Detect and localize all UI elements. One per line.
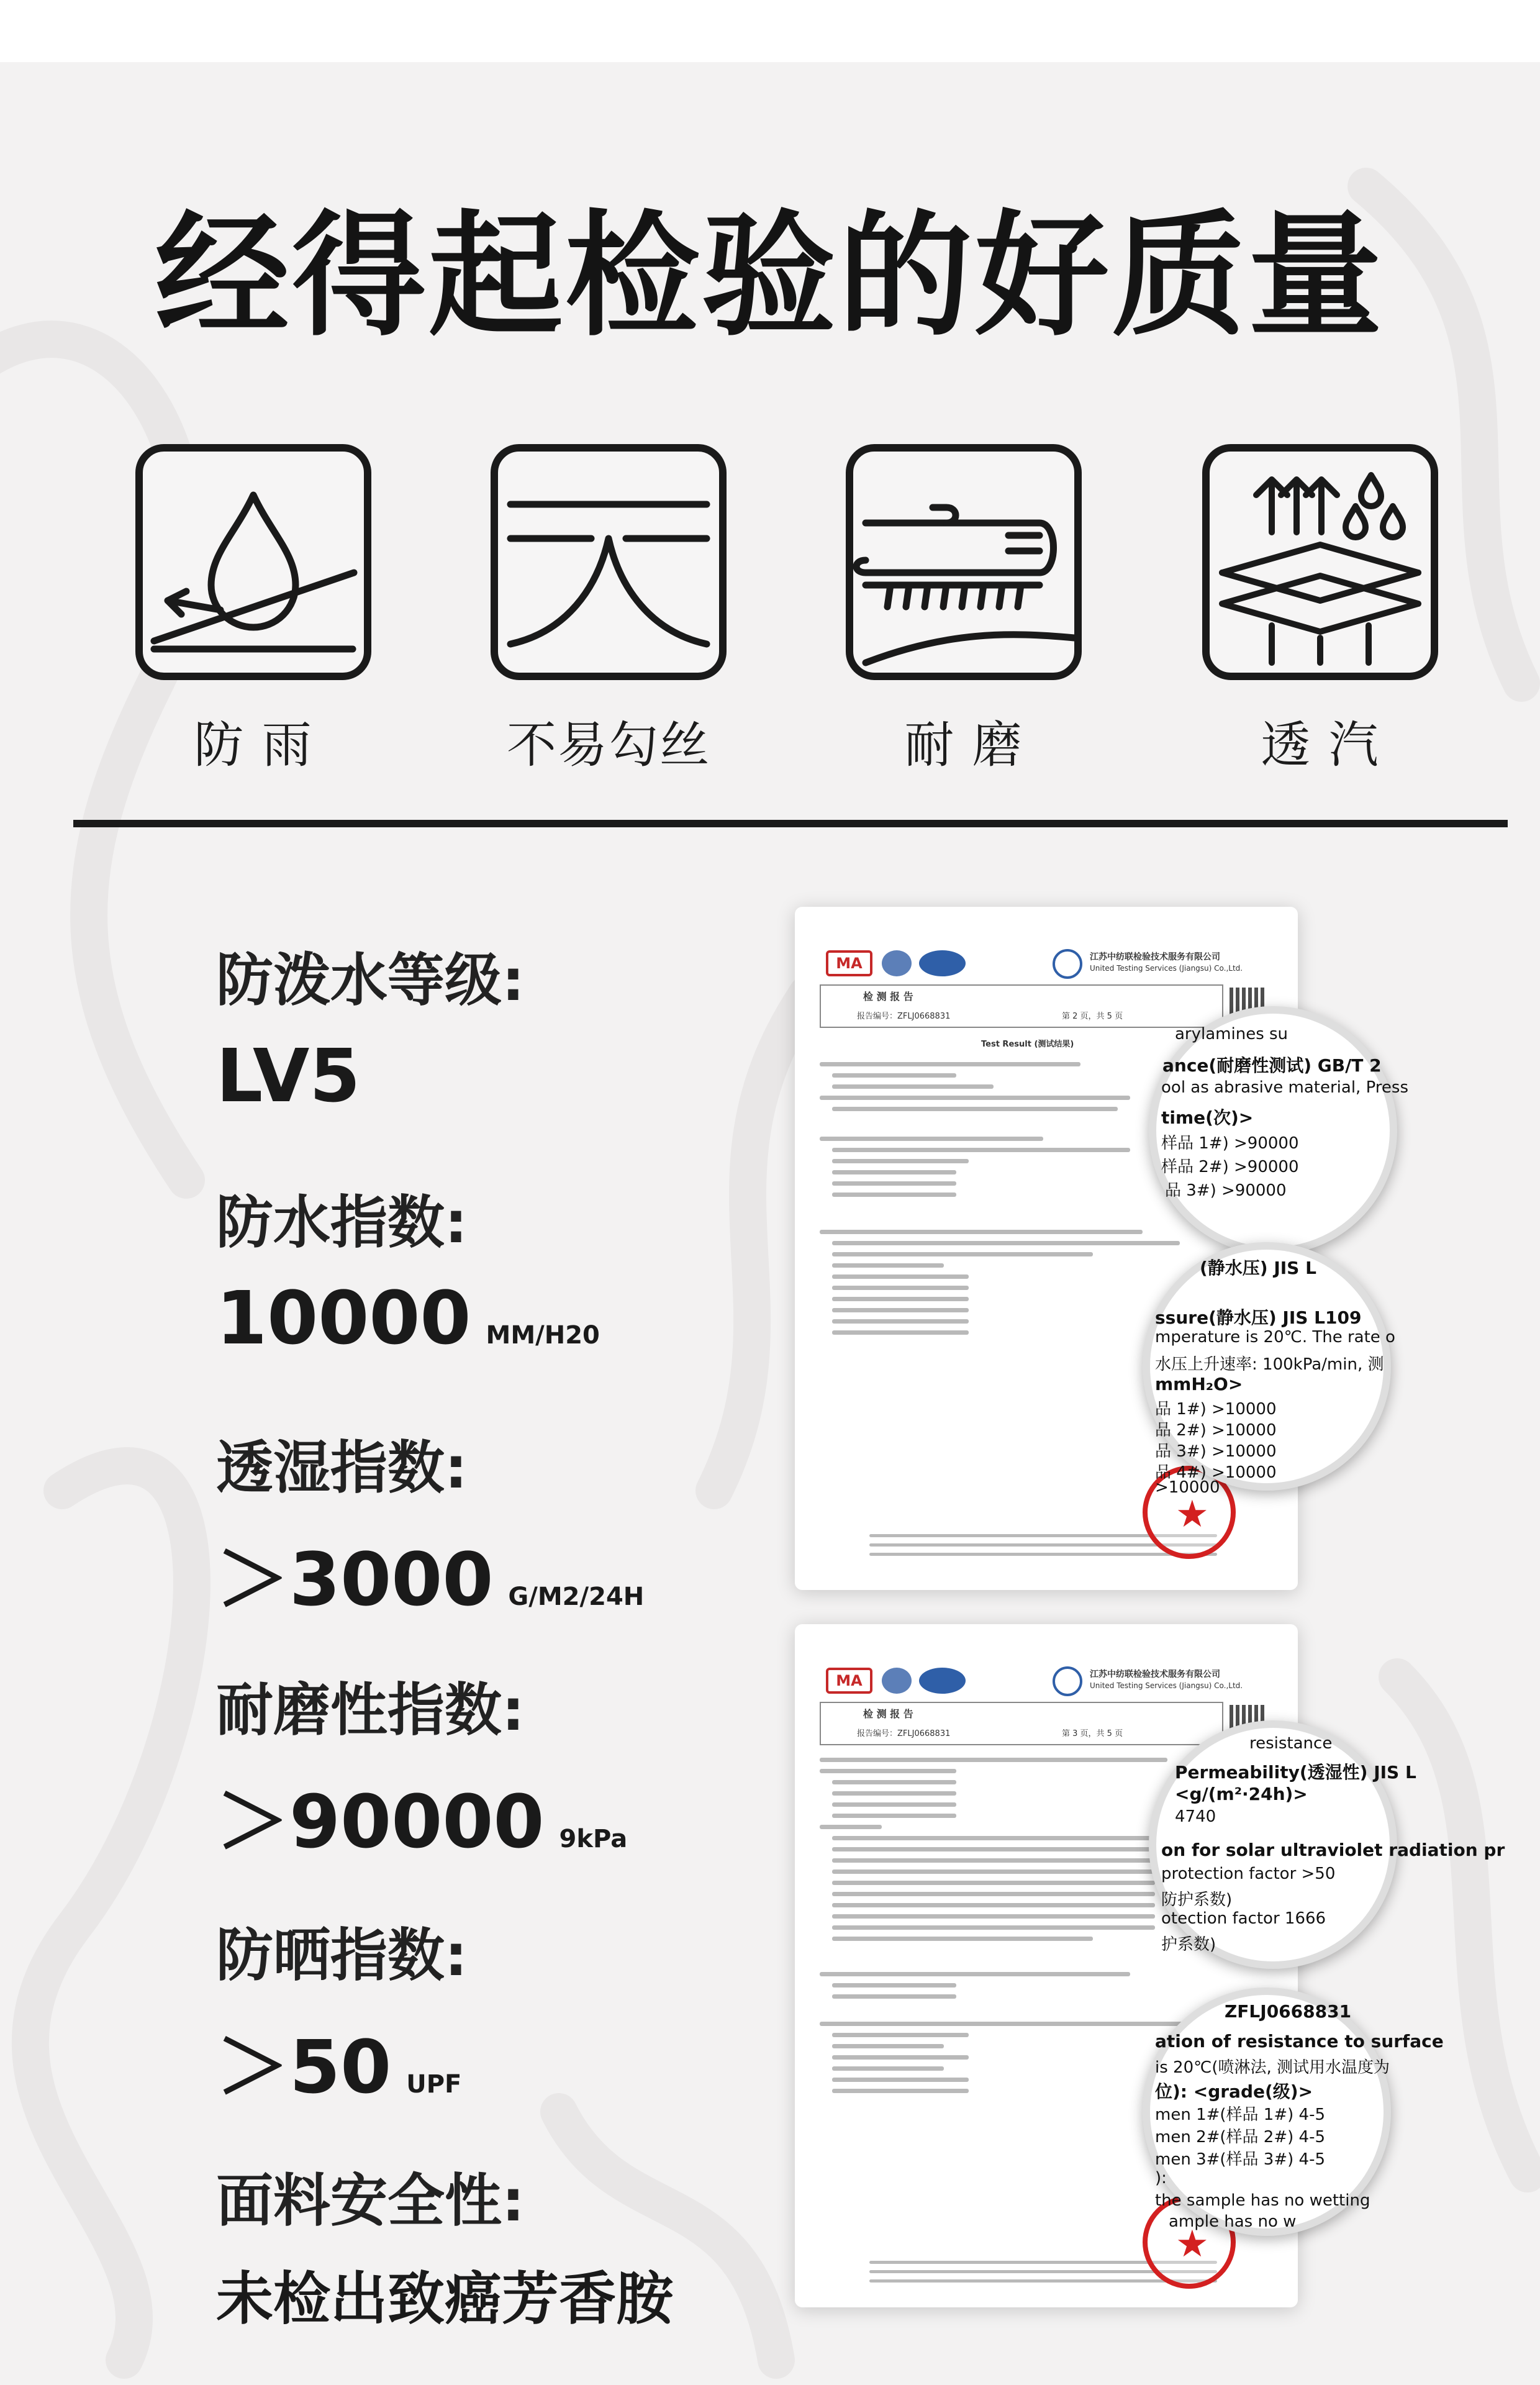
magnified-text: 位): <grade(级)> — [1155, 2081, 1313, 2102]
spec-number: LV5 — [216, 1033, 361, 1119]
magnified-text: <g/(m²·24h)> — [1175, 1784, 1308, 1804]
spec-unit: UPF — [406, 2070, 462, 2099]
anti-snag-icon — [491, 444, 727, 680]
spec-key: 透湿指数: — [216, 1435, 468, 1501]
spec-key: 防晒指数: — [216, 1922, 468, 1989]
report-page: 第 2 页，共 5 页 — [1062, 1012, 1123, 1021]
report-org-en: United Testing Services (Jiangsu) Co.,Ltd. — [1090, 1681, 1243, 1690]
cma-logo: MA — [826, 950, 872, 976]
magnified-text: resistance — [1249, 1734, 1333, 1753]
page-title: 经得起检验的好质量 — [155, 198, 1385, 354]
magnifier-permeability — [1149, 1720, 1505, 1969]
magnified-text: 品 4#) >10000 — [1155, 1463, 1277, 1482]
magnified-text: 品 1#) >10000 — [1155, 1400, 1277, 1419]
test-report-2 — [795, 1624, 1505, 2307]
spec-unit: G/M2/24H — [508, 1583, 645, 1611]
cnas-logo — [919, 1668, 966, 1694]
seal-star-icon: ★ — [1175, 2222, 1209, 2266]
feature-label: 不易勾丝 — [507, 716, 710, 774]
ilac-logo — [882, 1668, 912, 1694]
magnified-text: men 2#(样品 2#) 4-5 — [1155, 2128, 1326, 2146]
feature-abrasion — [846, 444, 1082, 776]
magnified-text: arylamines su — [1175, 1025, 1289, 1043]
abrasion-resistant-icon — [846, 444, 1082, 680]
report-title: 检 测 报 告 — [863, 1708, 913, 1720]
magnified-text: mmH₂O> — [1155, 1374, 1243, 1394]
magnifier-surface-wetting — [1143, 1988, 1444, 2236]
breathable-icon — [1202, 444, 1438, 680]
feature-label: 耐 磨 — [904, 716, 1023, 774]
report-org-en: United Testing Services (Jiangsu) Co.,Ltd. — [1090, 964, 1243, 973]
spec-key: 耐磨性指数: — [216, 1677, 525, 1743]
magnified-text: time(次)> — [1161, 1107, 1254, 1128]
magnified-text: the sample has no wetting — [1155, 2191, 1370, 2210]
magnified-text: men 3#(样品 3#) 4-5 — [1155, 2150, 1326, 2169]
feature-rainproof — [135, 444, 371, 776]
magnified-text: Permeability(透湿性) JIS L — [1175, 1762, 1416, 1783]
cnas-logo — [919, 950, 966, 976]
report-page: 第 3 页，共 5 页 — [1062, 1729, 1123, 1738]
magnified-text: 水压上升速率: 100kPa/min, 测 — [1155, 1355, 1384, 1374]
spec-fabric-safety — [216, 2155, 775, 2335]
report-org-cn: 江苏中纺联检验技术服务有限公司 — [1090, 1670, 1220, 1679]
feature-label: 防 雨 — [194, 716, 313, 774]
spec-number: ＞50 — [216, 2024, 392, 2110]
feature-breathable — [1202, 444, 1438, 776]
magnified-text: ): — [1155, 2169, 1167, 2187]
spec-unit: MM/H20 — [486, 1321, 600, 1350]
spec-uv-protection — [216, 1910, 775, 2114]
feature-anti-snag — [491, 444, 727, 776]
report-number: 报告编号：ZFLJ0668831 — [857, 1729, 951, 1738]
magnified-text: 品 3#) >90000 — [1165, 1181, 1287, 1200]
magnified-text: ation of resistance to surface — [1155, 2031, 1444, 2051]
magnified-text: is 20℃(喷淋法, 测试用水温度为 — [1155, 2058, 1390, 2077]
spec-number: 10000 — [216, 1275, 471, 1361]
magnified-text: 护系数) — [1161, 1935, 1216, 1954]
magnified-text: men 1#(样品 1#) 4-5 — [1155, 2106, 1326, 2124]
uts-logo — [1053, 1666, 1082, 1696]
ilac-logo — [882, 950, 912, 976]
magnified-text: 防护系数) — [1161, 1891, 1233, 1909]
magnified-text: otection factor 1666 — [1161, 1909, 1326, 1928]
test-report-1 — [795, 907, 1408, 1590]
magnified-text: 品 2#) >10000 — [1155, 1421, 1277, 1440]
spec-key: 面料安全性: — [216, 2168, 525, 2234]
magnifier-abrasion — [1149, 1006, 1408, 1255]
magnified-text: 品 3#) >10000 — [1155, 1442, 1277, 1461]
spec-value — [216, 1275, 775, 1361]
magnified-text: ample has no w — [1169, 2212, 1297, 2231]
magnified-text: 样品 1#) >90000 — [1161, 1134, 1299, 1153]
magnified-text: (静水压) JIS L — [1200, 1258, 1316, 1278]
magnified-text: ance(耐磨性测试) GB/T 2 — [1162, 1055, 1382, 1076]
magnified-text: 4740 — [1175, 1807, 1216, 1826]
spec-splash-resistance — [216, 935, 775, 1119]
feature-label: 透 汽 — [1261, 716, 1380, 774]
spec-value — [216, 1033, 775, 1119]
magnified-text: on for solar ultraviolet radiation pr — [1161, 1840, 1505, 1860]
spec-value — [216, 1763, 775, 1868]
spec-value — [216, 1520, 775, 1626]
spec-value — [216, 2008, 775, 2114]
spec-key: 防泼水等级: — [216, 947, 525, 1014]
magnified-text: 样品 2#) >90000 — [1161, 1158, 1299, 1176]
spec-moisture-permeability — [216, 1422, 775, 1626]
magnified-text: ZFLJ0668831 — [1225, 2001, 1352, 2022]
spec-value: 未检出致癌芳香胺 — [216, 2266, 674, 2332]
magnifier-hydrostatic — [1143, 1242, 1395, 1497]
magnified-text: mperature is 20℃. The rate o — [1155, 1328, 1395, 1347]
magnified-text: protection factor >50 — [1161, 1865, 1336, 1883]
section-divider — [73, 820, 1508, 827]
rain-drop-icon — [135, 444, 371, 680]
uts-logo — [1053, 949, 1082, 979]
report-title: 检 测 报 告 — [863, 991, 913, 1002]
spec-key: 防水指数: — [216, 1189, 468, 1256]
spec-unit: 9kPa — [559, 1825, 628, 1853]
magnified-text: ool as abrasive material, Press — [1161, 1078, 1408, 1097]
spec-number: ＞3000 — [216, 1537, 494, 1622]
report-org-cn: 江苏中纺联检验技术服务有限公司 — [1090, 952, 1220, 962]
magnified-text: ssure(静水压) JIS L109 — [1155, 1307, 1362, 1328]
report-section-title: Test Result (测试结果) — [981, 1040, 1074, 1049]
top-bar — [0, 0, 1540, 62]
spec-number: ＞90000 — [216, 1779, 545, 1865]
spec-abrasion — [216, 1665, 775, 1868]
spec-waterproof — [216, 1177, 775, 1361]
cma-logo: MA — [826, 1668, 872, 1694]
seal-star-icon: ★ — [1175, 1492, 1209, 1536]
report-number: 报告编号：ZFLJ0668831 — [857, 1012, 951, 1021]
magnified-text: >10000 — [1155, 1478, 1220, 1497]
